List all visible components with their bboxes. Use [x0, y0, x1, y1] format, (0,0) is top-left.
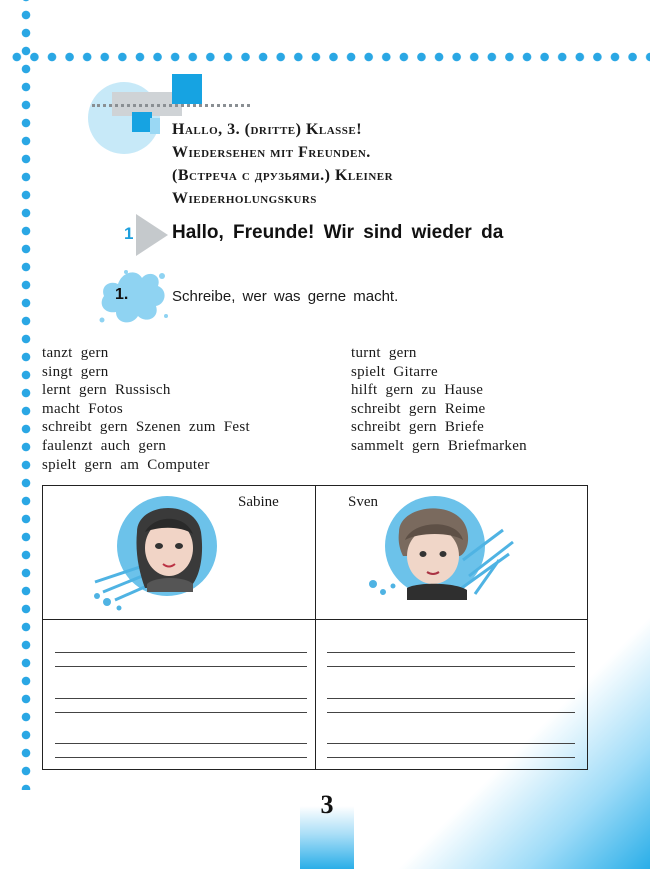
sven-portrait-icon — [363, 490, 523, 614]
exercise-number: 1. — [115, 286, 129, 303]
sabine-portrait-icon — [85, 492, 245, 614]
table-divider-vertical — [315, 486, 316, 769]
writing-line[interactable] — [55, 666, 307, 667]
list-item: macht Fotos — [42, 400, 124, 417]
list-item: hilft gern zu Hause — [351, 382, 484, 399]
writing-line[interactable] — [55, 698, 307, 699]
writing-line[interactable] — [327, 666, 575, 667]
chapter-title-line: (Встреча с друзьями.) Kleiner — [172, 167, 394, 184]
dotted-border-left — [20, 0, 32, 790]
page-number: 3 — [320, 790, 334, 819]
writing-line[interactable] — [55, 712, 307, 713]
list-item: spielt gern am Computer — [42, 456, 210, 473]
list-item: turnt gern — [351, 345, 417, 361]
writing-line[interactable] — [55, 652, 307, 653]
phrase-list-left — [42, 344, 250, 474]
list-item: schreibt gern Reime — [351, 400, 486, 417]
header-deco-square — [172, 74, 202, 104]
list-item: schreibt gern Szenen zum Fest — [42, 419, 250, 436]
column-name-sven: Sven — [348, 494, 378, 510]
chapter-title — [172, 118, 592, 210]
header-deco-dotted-line — [92, 104, 250, 107]
writing-line[interactable] — [327, 743, 575, 744]
section-title: Hallo, Freunde! Wir sind wieder da — [172, 222, 504, 243]
writing-line[interactable] — [55, 743, 307, 744]
ink-splash-icon — [96, 266, 170, 330]
header-deco-square-light — [150, 118, 160, 134]
column-name-sabine: Sabine — [238, 494, 279, 510]
table-divider-horizontal — [43, 619, 587, 620]
writing-line[interactable] — [327, 698, 575, 699]
list-item: singt gern — [42, 363, 109, 380]
list-item: faulenzt auch gern — [42, 437, 167, 454]
writing-line[interactable] — [55, 757, 307, 758]
phrase-list-right — [351, 344, 527, 456]
dotted-border-top — [8, 51, 650, 63]
writing-line[interactable] — [327, 712, 575, 713]
section-arrow-icon — [136, 214, 168, 256]
header-deco-square-small — [132, 112, 152, 132]
list-item: sammelt gern Briefmarken — [351, 437, 527, 454]
chapter-title-line: Wiedersehen mit Freunden. — [172, 144, 371, 161]
writing-line[interactable] — [327, 652, 575, 653]
list-item: spielt Gitarre — [351, 363, 438, 380]
chapter-title-line: Hallo, 3. (dritte) Klasse! — [172, 121, 363, 138]
writing-line[interactable] — [327, 757, 575, 758]
exercise-instruction: Schreibe, wer was gerne macht. — [172, 288, 399, 305]
section-number: 1 — [124, 224, 134, 243]
list-item: lernt gern Russisch — [42, 382, 171, 399]
list-item: tanzt gern — [42, 345, 109, 361]
answer-table — [42, 485, 588, 770]
chapter-title-line: Wiederholungskurs — [172, 190, 317, 207]
list-item: schreibt gern Briefe — [351, 419, 485, 436]
